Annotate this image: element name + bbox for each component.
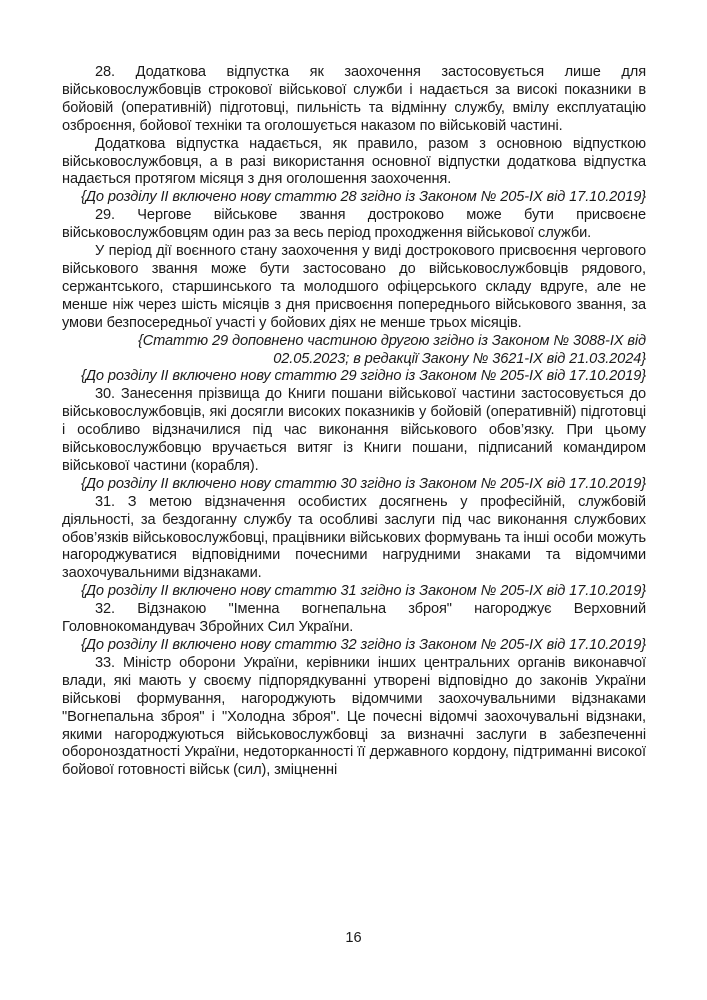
paragraph-article-29-part-2: У період дії воєнного стану заохочення у виді дострокового присвоєння чергового військового звання може бути застосовано до військовослужбовців рядового, сержантського, старшинського та молодшого офіцерського складу вдруге, але не менше ніж через шість місяців з дня присвоєння попереднього військового звання, за умови безпосередньої участі у бойових діях не менше трьох місяців. — [62, 243, 646, 331]
paragraph-article-33: 33. Міністр оборони України, керівники інших центральних органів виконавчої влади, які мають у своєму підпорядкуванні утворені відповідно до законів України військові формування, нагороджують відомчими заохочувальними відзнаками "Вогнепальна зброя" і "Холодна зброя". Це почесні відомчі заохочувальні відзнаки, якими нагороджуються військовослужбовці за визначні заслуги в забезпеченні обороноздатності України, недоторканності її державного кордону, підтриманні високої бойової готовності військ (сил), зміцненні — [62, 654, 646, 779]
editorial-note-article-28: {До розділу II включено нову статтю 28 згідно із Законом № 205-IX від 17.10.2019} — [80, 189, 646, 206]
editorial-note-article-31: {До розділу II включено нову статтю 31 згідно із Законом № 205-IX від 17.10.2019} — [80, 583, 646, 600]
page-number: 16 — [345, 930, 362, 946]
document-text-block — [62, 64, 646, 780]
paragraph-article-32: 32. Відзнакою "Іменна вогнепальна зброя" нагороджує Верховний Головнокомандувач Збройних Сил України. — [62, 601, 646, 636]
editorial-note-article-32: {До розділу II включено нову статтю 32 згідно із Законом № 205-IX від 17.10.2019} — [80, 637, 646, 653]
paragraph-article-30: 30. Занесення прізвища до Книги пошани військової частини застосовується до військовослужбовців, які досягли високих показників у бойовій (оперативній) підготовці і особливо відзначилися під час виконання військового обов’язку. При цьому військовослужбовцю вручається витяг із Книги пошани, підписаний командиром військової частини (корабля). — [62, 386, 646, 474]
editorial-note-article-29-amendment: {Статтю 29 доповнено частиною другою згідно із Законом № 3088-IX від 02.05.2023; в редакції Закону № 3621-IX від 21.03.2024} — [137, 332, 646, 367]
paragraph-article-31: 31. З метою відзначення особистих досягнень у професійній, службовій діяльності, за бездоганну службу та особливі заслуги під час виконання службових обов’язків військовослужбовці, працівники військових формувань та інші особи можуть нагороджуватися відповідними почесними нагрудними знаками та відомчими заохочувальними відзнаками. — [62, 493, 646, 582]
editorial-note-article-30: {До розділу II включено нову статтю 30 згідно із Законом № 205-IX від 17.10.2019} — [80, 475, 646, 492]
paragraph-article-29-part-1: 29. Чергове військове звання достроково може бути присвоєне військовослужбовцям один раз за весь період проходження військової служби. — [62, 207, 646, 242]
paragraph-article-28-part-1: 28. Додаткова відпустка як заохочення застосовується лише для військовослужбовців строкової військової служби і надається за високі показники в бойовій (оперативній) підготовці, пильність та відмінну службу, вмілу експлуатацію озброєння, бойової техніки та оголошується наказом по військовій частині. — [62, 64, 646, 134]
editorial-note-article-29-inclusion: {До розділу II включено нову статтю 29 згідно із Законом № 205-IX від 17.10.2019} — [80, 368, 646, 385]
paragraph-article-28-part-2: Додаткова відпустка надається, як правило, разом з основною відпусткою військовослужбовця, а в разі використання основної відпустки додаткова відпустка надається протягом місяця з дня оголошення заохочення. — [62, 135, 646, 188]
